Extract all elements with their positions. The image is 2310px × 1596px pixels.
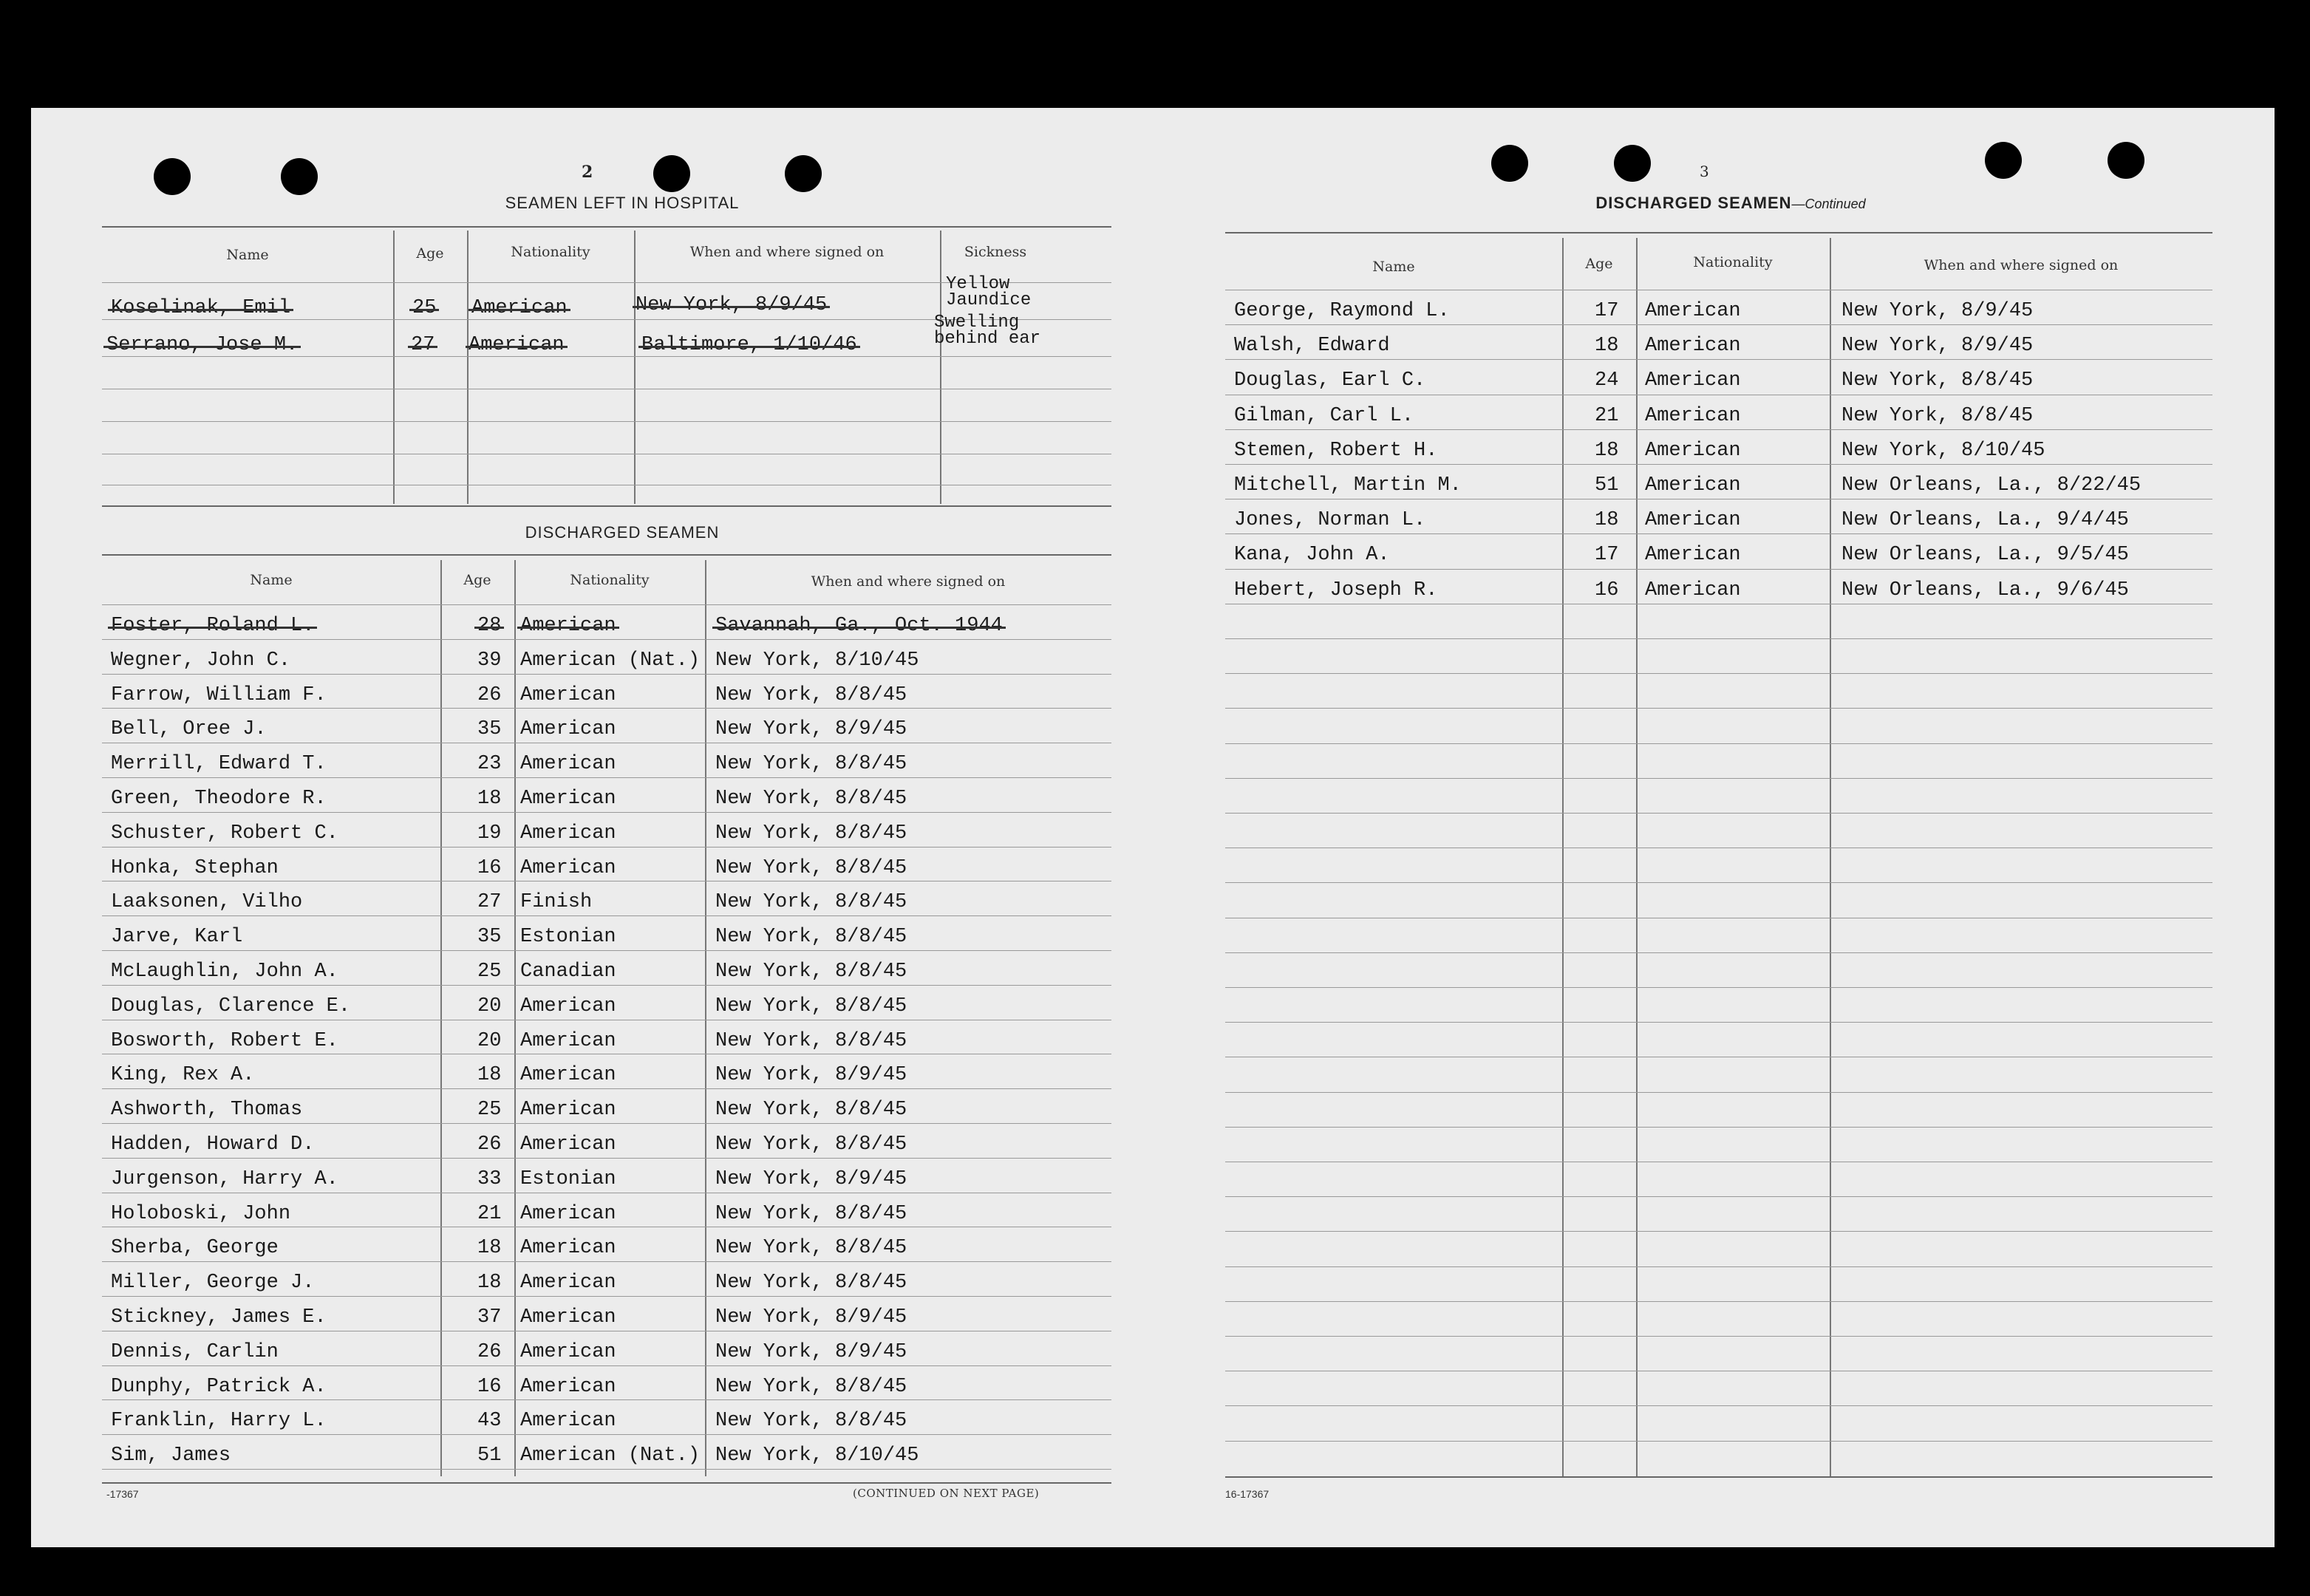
row-signed-on: New York, 8/8/45 (715, 1375, 907, 1398)
row-signed-on: New York, 8/8/45 (715, 891, 907, 914)
table-bottom-rule (102, 505, 1111, 507)
row-age: 20 (477, 995, 502, 1017)
row-nationality: American (520, 1064, 616, 1087)
row-nationality: American (520, 1375, 616, 1398)
row-line (102, 674, 1111, 675)
header-sickness: Sickness (964, 244, 1027, 260)
header-nationality: Nationality (511, 244, 590, 260)
row-signed-on: New York, 8/10/45 (1841, 439, 2045, 462)
column-divider (940, 231, 941, 504)
row-name: Sim, James (111, 1445, 231, 1467)
row-name: Wegner, John C. (111, 649, 291, 672)
row-age: 17 (1595, 544, 1619, 567)
row-nationality: American (Nat.) (520, 649, 701, 672)
row-signed-on: New York, 8/8/45 (1841, 404, 2034, 427)
row-age: 18 (477, 1237, 502, 1260)
header-name: Name (226, 247, 269, 263)
row-nationality: American (520, 1133, 616, 1156)
table-top-rule (102, 554, 1111, 556)
column-divider (393, 231, 395, 504)
hospital-signed-on: Baltimore, 1/10/46 (641, 334, 857, 356)
row-line (1225, 1266, 2212, 1267)
row-signed-on: New York, 8/9/45 (1841, 335, 2034, 358)
row-age: 23 (477, 753, 502, 776)
page-number: 2 (582, 163, 593, 182)
row-line (1225, 673, 2212, 674)
row-name: Hadden, Howard D. (111, 1133, 315, 1156)
row-signed-on: New York, 8/8/45 (715, 961, 907, 983)
row-signed-on: New York, 8/10/45 (715, 649, 919, 672)
row-line (102, 356, 1111, 357)
row-signed-on: New Orleans, La., 8/22/45 (1841, 474, 2142, 497)
row-line (102, 639, 1111, 640)
row-signed-on: New York, 8/9/45 (715, 1167, 907, 1190)
row-line (1225, 743, 2212, 744)
continued-note: (CONTINUED ON NEXT PAGE) (853, 1487, 1040, 1500)
row-age: 26 (477, 1340, 502, 1363)
row-age: 18 (477, 788, 502, 810)
row-signed-on: New York, 8/8/45 (715, 1237, 907, 1260)
row-line (102, 1434, 1111, 1435)
row-signed-on: Savannah, Ga., Oct. 1944 (715, 615, 1003, 637)
row-name: Merrill, Edward T. (111, 753, 327, 776)
row-nationality: American (1645, 544, 1741, 567)
header-nationality: Nationality (1693, 254, 1773, 270)
row-name: Dunphy, Patrick A. (111, 1375, 327, 1398)
row-name: Bosworth, Robert E. (111, 1029, 338, 1052)
row-line (102, 1399, 1111, 1400)
column-divider (467, 231, 469, 504)
row-line (102, 1123, 1111, 1124)
row-signed-on: New York, 8/8/45 (715, 1272, 907, 1295)
row-line (102, 950, 1111, 951)
row-age: 37 (477, 1306, 502, 1329)
discharged-continued-title (1568, 194, 1893, 213)
row-line (102, 1296, 1111, 1297)
row-line (102, 1469, 1111, 1470)
document-sheet (31, 108, 2275, 1547)
table-top-rule (1225, 232, 2212, 233)
row-name: Jarve, Karl (111, 926, 243, 949)
row-signed-on: New York, 8/8/45 (715, 788, 907, 810)
row-signed-on: New York, 8/8/45 (715, 683, 907, 706)
row-nationality: American (1645, 404, 1741, 427)
row-nationality: American (520, 995, 616, 1017)
row-nationality: American (1645, 579, 1741, 601)
row-line (102, 1158, 1111, 1159)
header-signed-on: When and where signed on (1924, 257, 2119, 273)
table-top-rule (102, 226, 1111, 228)
row-line (102, 915, 1111, 916)
row-nationality: American (1645, 474, 1741, 497)
row-age: 18 (1595, 509, 1619, 532)
row-name: Mitchell, Martin M. (1234, 474, 1462, 497)
discharged-section-title: DISCHARGED SEAMEN (525, 523, 720, 542)
row-age: 39 (477, 649, 502, 672)
row-line (1225, 1441, 2212, 1442)
row-line (1225, 882, 2212, 883)
row-age: 16 (477, 1375, 502, 1398)
title-suffix: —Continued (1791, 197, 1866, 211)
row-nationality: American (520, 1202, 616, 1225)
row-name: Jones, Norman L. (1234, 509, 1426, 532)
row-signed-on: New York, 8/9/45 (715, 1064, 907, 1087)
table-bottom-rule (1225, 1476, 2212, 1478)
row-line (1225, 952, 2212, 953)
row-name: King, Rex A. (111, 1064, 255, 1087)
row-name: Schuster, Robert C. (111, 822, 338, 845)
row-name: Gilman, Carl L. (1234, 404, 1414, 427)
row-age: 20 (477, 1029, 502, 1052)
row-name: Franklin, Harry L. (111, 1410, 327, 1433)
row-age: 18 (477, 1272, 502, 1295)
row-line (1225, 778, 2212, 779)
row-age: 18 (1595, 335, 1619, 358)
row-line (1225, 324, 2212, 325)
row-name: Foster, Roland L. (111, 615, 315, 637)
hospital-name: Serrano, Jose M. (106, 334, 299, 356)
row-line (1225, 987, 2212, 988)
row-nationality: American (520, 1099, 616, 1122)
row-name: Holoboski, John (111, 1202, 291, 1225)
column-divider (634, 231, 636, 504)
header-name: Name (1372, 259, 1415, 275)
header-age: Age (416, 245, 444, 262)
row-nationality: American (520, 718, 616, 741)
row-age: 25 (477, 961, 502, 983)
row-nationality: Finish (520, 891, 593, 914)
row-age: 28 (477, 615, 502, 637)
row-nationality: American (520, 1029, 616, 1052)
hospital-age: 27 (411, 334, 435, 356)
column-divider (705, 560, 706, 1476)
row-nationality: American (Nat.) (520, 1445, 701, 1467)
row-signed-on: New York, 8/10/45 (715, 1445, 919, 1467)
row-line (1225, 1127, 2212, 1128)
row-signed-on: New York, 8/8/45 (715, 1099, 907, 1122)
row-line (1225, 1022, 2212, 1023)
row-signed-on: New York, 8/9/45 (715, 1306, 907, 1329)
row-signed-on: New York, 8/9/45 (715, 1340, 907, 1363)
row-age: 18 (1595, 439, 1619, 462)
row-age: 35 (477, 718, 502, 741)
row-line (1225, 1301, 2212, 1302)
row-line (1225, 429, 2212, 430)
row-age: 25 (477, 1099, 502, 1122)
row-age: 51 (1595, 474, 1619, 497)
row-line (102, 1088, 1111, 1089)
column-divider (1636, 238, 1638, 1476)
row-nationality: American (1645, 509, 1741, 532)
row-line (102, 708, 1111, 709)
column-divider (1562, 238, 1564, 1476)
row-name: Stemen, Robert H. (1234, 439, 1438, 462)
row-age: 17 (1595, 300, 1619, 322)
row-line (102, 421, 1111, 422)
row-nationality: American (520, 615, 616, 637)
row-age: 26 (477, 683, 502, 706)
row-name: Ashworth, Thomas (111, 1099, 303, 1122)
row-age: 18 (477, 1064, 502, 1087)
row-age: 16 (477, 856, 502, 879)
header-age: Age (1585, 256, 1613, 272)
row-nationality: American (520, 1272, 616, 1295)
row-nationality: American (520, 683, 616, 706)
row-nationality: American (1645, 335, 1741, 358)
row-nationality: American (520, 856, 616, 879)
row-signed-on: New Orleans, La., 9/6/45 (1841, 579, 2129, 601)
row-name: Green, Theodore R. (111, 788, 327, 810)
header-name: Name (250, 572, 293, 588)
row-line (1225, 638, 2212, 639)
row-line (1225, 464, 2212, 465)
hospital-sickness: Swelling behind ear (934, 313, 1041, 349)
row-signed-on: New York, 8/8/45 (715, 995, 907, 1017)
row-name: Douglas, Clarence E. (111, 995, 351, 1017)
column-divider (514, 560, 516, 1476)
form-number: 16-17367 (1225, 1488, 1270, 1500)
row-line (1225, 1336, 2212, 1337)
row-age: 27 (477, 891, 502, 914)
row-signed-on: New Orleans, La., 9/4/45 (1841, 509, 2129, 532)
row-nationality: American (520, 1237, 616, 1260)
row-line (1225, 533, 2212, 534)
row-signed-on: New York, 8/8/45 (715, 1202, 907, 1225)
row-name: Farrow, William F. (111, 683, 327, 706)
row-signed-on: New York, 8/8/45 (715, 753, 907, 776)
row-line (1225, 359, 2212, 360)
row-line (102, 1365, 1111, 1366)
row-line (1225, 1196, 2212, 1197)
row-nationality: American (1645, 369, 1741, 392)
row-name: Sherba, George (111, 1237, 279, 1260)
row-name: Hebert, Joseph R. (1234, 579, 1438, 601)
row-age: 35 (477, 926, 502, 949)
row-signed-on: New York, 8/8/45 (715, 926, 907, 949)
row-nationality: Estonian (520, 926, 616, 949)
header-signed-on: When and where signed on (811, 573, 1006, 590)
title-main: DISCHARGED SEAMEN (1595, 194, 1792, 212)
row-age: 26 (477, 1133, 502, 1156)
column-divider (440, 560, 442, 1476)
hospital-nationality: American (471, 297, 568, 319)
row-nationality: American (520, 1340, 616, 1363)
row-age: 21 (477, 1202, 502, 1225)
row-line (102, 777, 1111, 778)
row-nationality: American (520, 1306, 616, 1329)
row-age: 51 (477, 1445, 502, 1467)
hospital-sickness: Yellow Jaundice (946, 274, 1032, 310)
row-signed-on: New York, 8/8/45 (715, 856, 907, 879)
row-line (1225, 1231, 2212, 1232)
row-signed-on: New York, 8/8/45 (715, 1029, 907, 1052)
table-bottom-rule (102, 1482, 1111, 1484)
row-name: Honka, Stephan (111, 856, 279, 879)
row-name: Stickney, James E. (111, 1306, 327, 1329)
row-name: George, Raymond L. (1234, 300, 1450, 322)
row-name: Jurgenson, Harry A. (111, 1167, 338, 1190)
row-nationality: American (520, 788, 616, 810)
row-age: 24 (1595, 369, 1619, 392)
row-line (1225, 569, 2212, 570)
row-line (1225, 708, 2212, 709)
column-divider (1830, 238, 1831, 1476)
row-nationality: Canadian (520, 961, 616, 983)
row-line (1225, 1405, 2212, 1406)
hospital-name: Koselinak, Emil (111, 297, 291, 319)
row-name: Kana, John A. (1234, 544, 1390, 567)
row-name: Laaksonen, Vilho (111, 891, 303, 914)
row-nationality: American (1645, 439, 1741, 462)
row-nationality: American (520, 1410, 616, 1433)
hospital-section-title: SEAMEN LEFT IN HOSPITAL (505, 194, 740, 212)
row-age: 43 (477, 1410, 502, 1433)
row-signed-on: New York, 8/8/45 (1841, 369, 2034, 392)
row-line (102, 847, 1111, 848)
header-nationality: Nationality (570, 572, 650, 588)
row-signed-on: New Orleans, La., 9/5/45 (1841, 544, 2129, 567)
header-line (102, 604, 1111, 605)
row-line (1225, 1092, 2212, 1093)
row-name: Douglas, Earl C. (1234, 369, 1426, 392)
row-nationality: Estonian (520, 1167, 616, 1190)
row-age: 33 (477, 1167, 502, 1190)
row-nationality: American (1645, 300, 1741, 322)
hospital-age: 25 (412, 297, 437, 319)
row-age: 19 (477, 822, 502, 845)
row-line (102, 812, 1111, 813)
row-signed-on: New York, 8/8/45 (715, 1410, 907, 1433)
row-name: Walsh, Edward (1234, 335, 1390, 358)
hospital-nationality: American (469, 334, 565, 356)
row-line (102, 1261, 1111, 1262)
row-signed-on: New York, 8/9/45 (715, 718, 907, 741)
row-name: Bell, Oree J. (111, 718, 267, 741)
row-signed-on: New York, 8/8/45 (715, 822, 907, 845)
row-signed-on: New York, 8/8/45 (715, 1133, 907, 1156)
row-age: 21 (1595, 404, 1619, 427)
row-nationality: American (520, 822, 616, 845)
row-age: 16 (1595, 579, 1619, 601)
right-page (1154, 108, 2275, 1547)
row-nationality: American (520, 753, 616, 776)
left-page (31, 108, 1139, 1547)
row-line (1225, 813, 2212, 814)
row-signed-on: New York, 8/9/45 (1841, 300, 2034, 322)
row-name: McLaughlin, John A. (111, 961, 338, 983)
row-name: Miller, George J. (111, 1272, 315, 1295)
header-age: Age (463, 572, 491, 588)
row-line (102, 985, 1111, 986)
hospital-signed-on: New York, 8/9/45 (636, 294, 828, 316)
page-number: 3 (1700, 163, 1709, 180)
header-signed-on: When and where signed on (689, 244, 885, 260)
row-name: Dennis, Carlin (111, 1340, 279, 1363)
form-number: -17367 (106, 1488, 139, 1500)
